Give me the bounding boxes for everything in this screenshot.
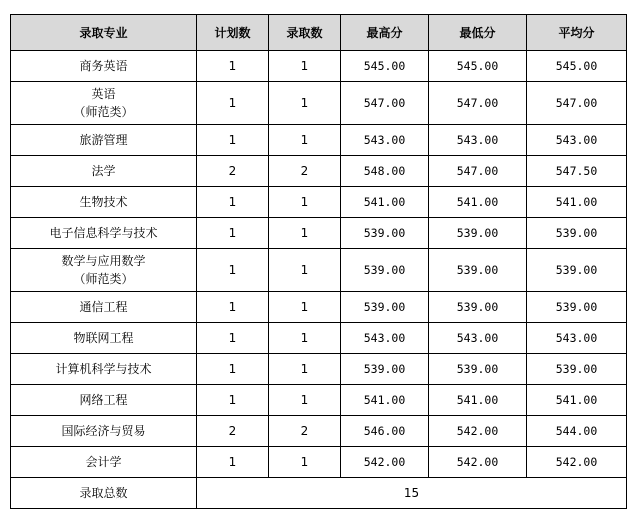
major-subtype: （师范类） — [73, 272, 134, 286]
cell-plan: 2 — [197, 156, 269, 187]
major-name: 英语 — [91, 87, 116, 101]
cell-min: 541.00 — [429, 385, 527, 416]
table-row — [11, 292, 627, 323]
cell-min: 541.00 — [429, 187, 527, 218]
header-major: 录取专业 — [11, 15, 197, 51]
cell-avg: 541.00 — [527, 187, 627, 218]
table-row — [11, 416, 627, 447]
cell-plan: 1 — [197, 292, 269, 323]
cell-avg: 544.00 — [527, 416, 627, 447]
table-row — [11, 354, 627, 385]
cell-plan: 2 — [197, 416, 269, 447]
cell-min: 547.00 — [429, 156, 527, 187]
cell-major: 计算机科学与技术 — [11, 354, 197, 385]
cell-admit: 1 — [269, 51, 341, 82]
cell-major: 商务英语 — [11, 51, 197, 82]
cell-max: 546.00 — [341, 416, 429, 447]
table-row — [11, 125, 627, 156]
cell-major: 网络工程 — [11, 385, 197, 416]
cell-min: 547.00 — [429, 82, 527, 125]
total-label: 录取总数 — [11, 478, 197, 509]
header-max: 最高分 — [341, 15, 429, 51]
admission-table — [10, 14, 627, 509]
cell-avg: 539.00 — [527, 249, 627, 292]
cell-min: 542.00 — [429, 447, 527, 478]
table-row — [11, 51, 627, 82]
table-row — [11, 187, 627, 218]
cell-admit: 2 — [269, 156, 341, 187]
cell-min: 543.00 — [429, 323, 527, 354]
cell-avg: 539.00 — [527, 354, 627, 385]
cell-avg: 541.00 — [527, 385, 627, 416]
cell-max: 548.00 — [341, 156, 429, 187]
cell-max: 541.00 — [341, 385, 429, 416]
cell-max: 545.00 — [341, 51, 429, 82]
total-row — [11, 478, 627, 509]
table-row — [11, 447, 627, 478]
table-row — [11, 385, 627, 416]
cell-avg: 547.00 — [527, 82, 627, 125]
header-avg: 平均分 — [527, 15, 627, 51]
cell-major: 国际经济与贸易 — [11, 416, 197, 447]
table-row — [11, 218, 627, 249]
cell-major — [11, 82, 197, 125]
cell-min: 539.00 — [429, 249, 527, 292]
total-value: 15 — [197, 478, 627, 509]
cell-max: 539.00 — [341, 249, 429, 292]
cell-max: 542.00 — [341, 447, 429, 478]
header-admit: 录取数 — [269, 15, 341, 51]
cell-min: 539.00 — [429, 218, 527, 249]
cell-admit: 1 — [269, 249, 341, 292]
table-row — [11, 249, 627, 292]
cell-plan: 1 — [197, 354, 269, 385]
header-min: 最低分 — [429, 15, 527, 51]
cell-major: 物联网工程 — [11, 323, 197, 354]
table-row — [11, 323, 627, 354]
cell-max: 539.00 — [341, 292, 429, 323]
cell-plan: 1 — [197, 187, 269, 218]
cell-major: 通信工程 — [11, 292, 197, 323]
header-plan: 计划数 — [197, 15, 269, 51]
cell-plan: 1 — [197, 323, 269, 354]
cell-admit: 1 — [269, 385, 341, 416]
cell-plan: 1 — [197, 51, 269, 82]
cell-min: 542.00 — [429, 416, 527, 447]
cell-major: 会计学 — [11, 447, 197, 478]
cell-min: 539.00 — [429, 292, 527, 323]
cell-admit: 1 — [269, 218, 341, 249]
cell-plan: 1 — [197, 385, 269, 416]
cell-plan: 1 — [197, 82, 269, 125]
cell-plan: 1 — [197, 447, 269, 478]
cell-max: 543.00 — [341, 323, 429, 354]
cell-max: 543.00 — [341, 125, 429, 156]
table-row — [11, 156, 627, 187]
cell-max: 539.00 — [341, 354, 429, 385]
cell-admit: 1 — [269, 125, 341, 156]
cell-major: 法学 — [11, 156, 197, 187]
cell-max: 547.00 — [341, 82, 429, 125]
cell-avg: 543.00 — [527, 125, 627, 156]
cell-plan: 1 — [197, 125, 269, 156]
cell-admit: 2 — [269, 416, 341, 447]
cell-admit: 1 — [269, 292, 341, 323]
major-name: 数学与应用数学 — [61, 254, 146, 268]
admission-table-container — [10, 14, 627, 509]
cell-min: 545.00 — [429, 51, 527, 82]
cell-admit: 1 — [269, 187, 341, 218]
cell-avg: 547.50 — [527, 156, 627, 187]
cell-max: 541.00 — [341, 187, 429, 218]
cell-major — [11, 249, 197, 292]
cell-admit: 1 — [269, 354, 341, 385]
cell-max: 539.00 — [341, 218, 429, 249]
cell-avg: 545.00 — [527, 51, 627, 82]
cell-avg: 539.00 — [527, 292, 627, 323]
cell-major: 电子信息科学与技术 — [11, 218, 197, 249]
cell-avg: 543.00 — [527, 323, 627, 354]
cell-admit: 1 — [269, 323, 341, 354]
cell-avg: 542.00 — [527, 447, 627, 478]
cell-min: 539.00 — [429, 354, 527, 385]
cell-plan: 1 — [197, 218, 269, 249]
cell-admit: 1 — [269, 82, 341, 125]
table-row — [11, 82, 627, 125]
cell-plan: 1 — [197, 249, 269, 292]
cell-major: 生物技术 — [11, 187, 197, 218]
major-subtype: （师范类） — [73, 105, 134, 119]
cell-major: 旅游管理 — [11, 125, 197, 156]
cell-min: 543.00 — [429, 125, 527, 156]
header-row — [11, 15, 627, 51]
cell-avg: 539.00 — [527, 218, 627, 249]
cell-admit: 1 — [269, 447, 341, 478]
